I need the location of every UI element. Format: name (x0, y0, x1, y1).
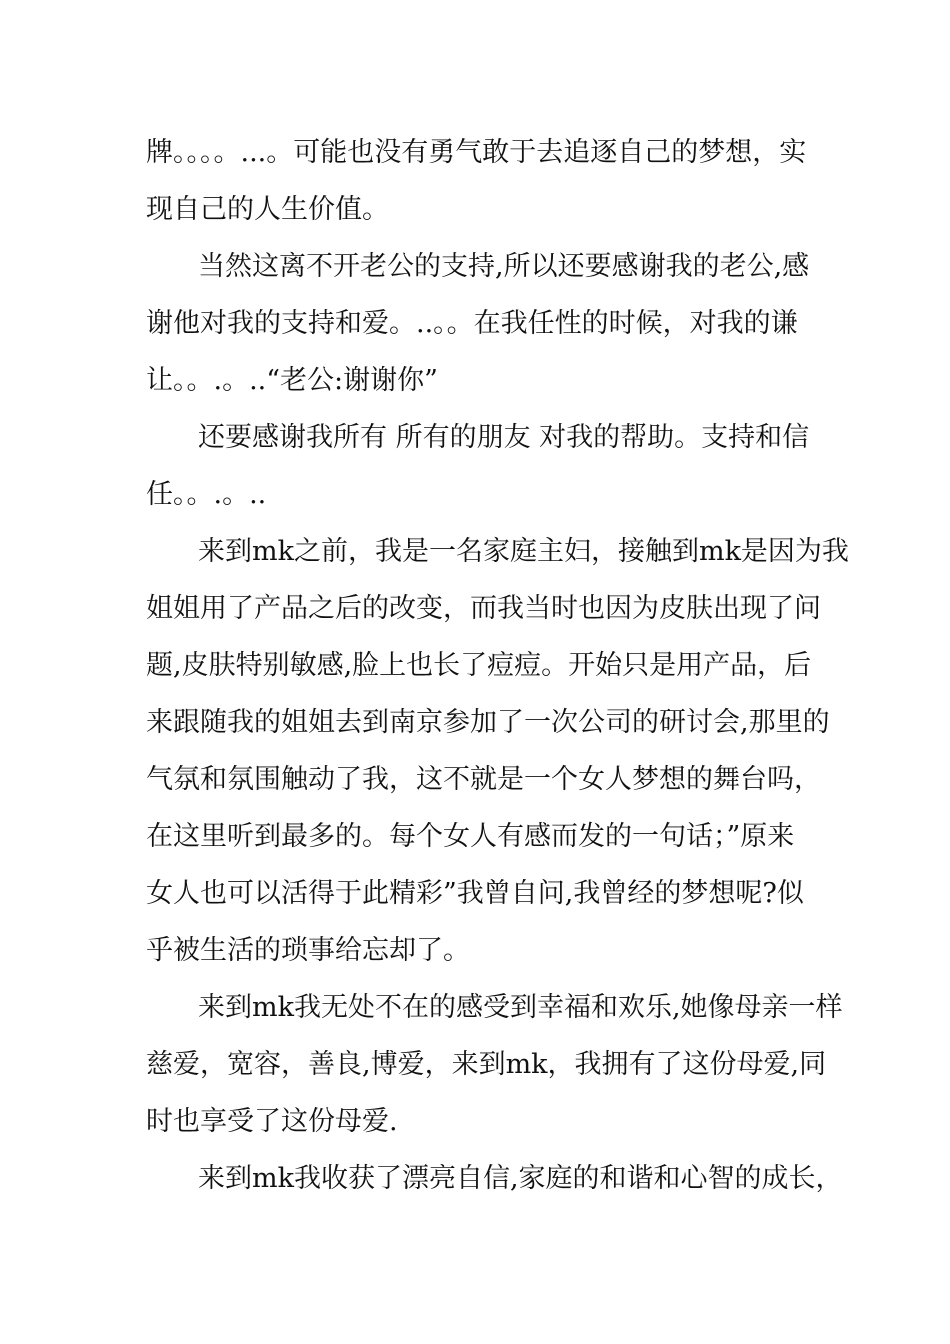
paragraph-line: 任。。.。.. (146, 479, 267, 510)
paragraph-1 (146, 124, 814, 238)
paragraph-line: 气氛和氛围触动了我，这不就是一个女人梦想的舞台吗， (146, 764, 821, 795)
paragraph-line: 谢他对我的支持和爱。..。。在我任性的时候，对我的谦 (146, 308, 798, 339)
paragraph-line: 慈爱，宽容，善良,博爱，来到mk，我拥有了这份母爱,同 (146, 1049, 827, 1080)
paragraph-line: 姐姐用了产品之后的改变，而我当时也因为皮肤出现了问 (146, 593, 821, 624)
paragraph-line: 来到mk我无处不在的感受到幸福和欢乐,她像母亲一样 (198, 992, 843, 1023)
paragraph-line: 来跟随我的姐姐去到南京参加了一次公司的研讨会,那里的 (146, 707, 830, 738)
paragraph-line: 牌。。。。...。可能也没有勇气敢于去追逐自己的梦想，实 (146, 137, 807, 168)
paragraph-line: 乎被生活的琐事给忘却了。 (146, 935, 470, 966)
paragraph-4 (146, 523, 849, 979)
paragraph-line: 女人也可以活得于此精彩”我曾自问,我曾经的梦想呢?似 (146, 878, 804, 909)
paragraph-line: 来到mk之前，我是一名家庭主妇，接触到mk是因为我 (198, 536, 849, 567)
paragraph-line: 在这里听到最多的。每个女人有感而发的一句话；”原来 (146, 821, 795, 852)
paragraph-6 (146, 1150, 843, 1207)
paragraph-line: 时也享受了这份母爱. (146, 1106, 398, 1137)
paragraph-line: 当然这离不开老公的支持,所以还要感谢我的老公,感 (198, 251, 810, 282)
paragraph-line: 还要感谢我所有 所有的朋友 对我的帮助。支持和信 (198, 422, 810, 453)
paragraph-3 (146, 409, 814, 523)
paragraph-line: 来到mk我收获了漂亮自信,家庭的和谐和心智的成长， (198, 1163, 843, 1194)
paragraph-line: 现自己的人生价值。 (146, 194, 389, 225)
paragraph-5 (146, 979, 843, 1150)
document-body (146, 124, 849, 1207)
paragraph-2 (146, 238, 814, 409)
paragraph-line: 题,皮肤特别敏感,脸上也长了痘痘。开始只是用产品，后 (146, 650, 812, 681)
paragraph-line: 让。。.。..“老公:谢谢你” (146, 365, 438, 396)
